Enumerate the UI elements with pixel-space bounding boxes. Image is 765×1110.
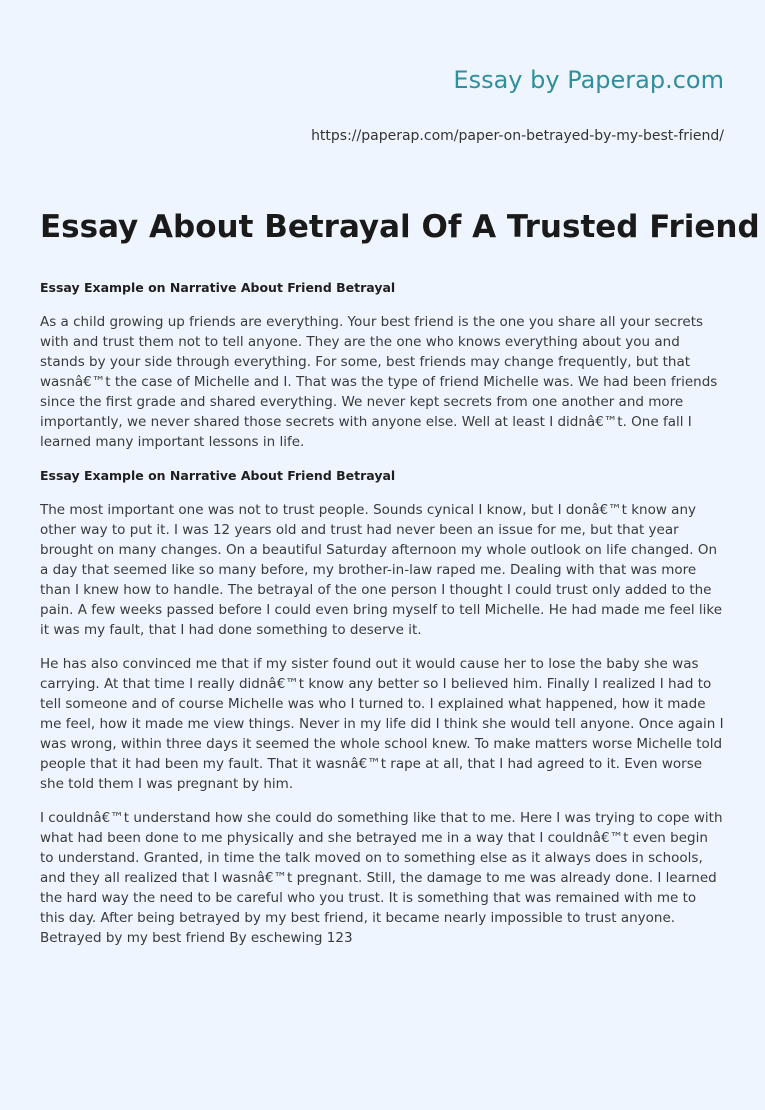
paragraph: I couldnâ€™t understand how she could do something like that to me. Here I was trying to cope with what had been done to me physically and she betrayed me in a way that I couldnâ€™t even begin to understand. Granted, in time the talk moved on to something else as it always does in schools, and they all realized that I wasnâ€™t pregnant. Still, the damage to me was already done. I learned the hard way the need to be careful who you trust. It is something that was remained with me to this day. After being betrayed by my best friend, it became nearly impossible to trust anyone. Betrayed by my best friend By eschewing 123	[40, 810, 723, 946]
essay-body	[40, 278, 725, 962]
paragraph: He has also convinced me that if my sister found out it would cause her to lose the baby she was carrying. At that time I really didnâ€™t know any better so I believed him. Finally I realized I had to tell someone and of course Michelle was who I turned to. I explained what happened, how it made me feel, how it made me view things. Never in my life did I think she would tell anyone. Once again I was wrong, within three days it seemed the whole school knew. To make matters worse Michelle told people that it had been my fault. That it wasnâ€™t rape at all, that I had agreed to it. Even worse she told them I was pregnant by him.	[40, 656, 724, 792]
paragraph: As a child growing up friends are everything. Your best friend is the one you share all your secrets with and trust them not to tell anyone. They are the one who knows everything about you and stands by your side through everything. For some, best friends may change frequently, but that wasnâ€™t the case of Michelle and I. That was the type of friend Michelle was. We had been friends since the first grade and shared everything. We never kept secrets from one another and more importantly, we never shared those secrets with anyone else. Well at least I didnâ€™t. One fall I learned many important lessons in life.	[40, 314, 718, 450]
site-brand[interactable]: Essay by Paperap.com	[453, 66, 724, 94]
paragraph: The most important one was not to trust people. Sounds cynical I know, but I donâ€™t know any other way to put it. I was 12 years old and trust had never been an issue for me, but that year brought on many changes. On a beautiful Saturday afternoon my whole outlook on life changed. On a day that seemed like so many before, my brother-in-law raped me. Dealing with that was more than I knew how to handle. The betrayal of the one person I thought I could trust only added to the pain. A few weeks passed before I could even bring myself to tell Michelle. He had made me feel like it was my fault, that I had done something to deserve it.	[40, 502, 723, 638]
section-subheading: Essay Example on Narrative About Friend Betrayal	[40, 468, 396, 483]
page-title: Essay About Betrayal Of A Trusted Friend	[40, 209, 760, 245]
essay-url[interactable]: https://paperap.com/paper-on-betrayed-by-my-best-friend/	[311, 128, 724, 144]
section-subheading: Essay Example on Narrative About Friend Betrayal	[40, 280, 396, 295]
